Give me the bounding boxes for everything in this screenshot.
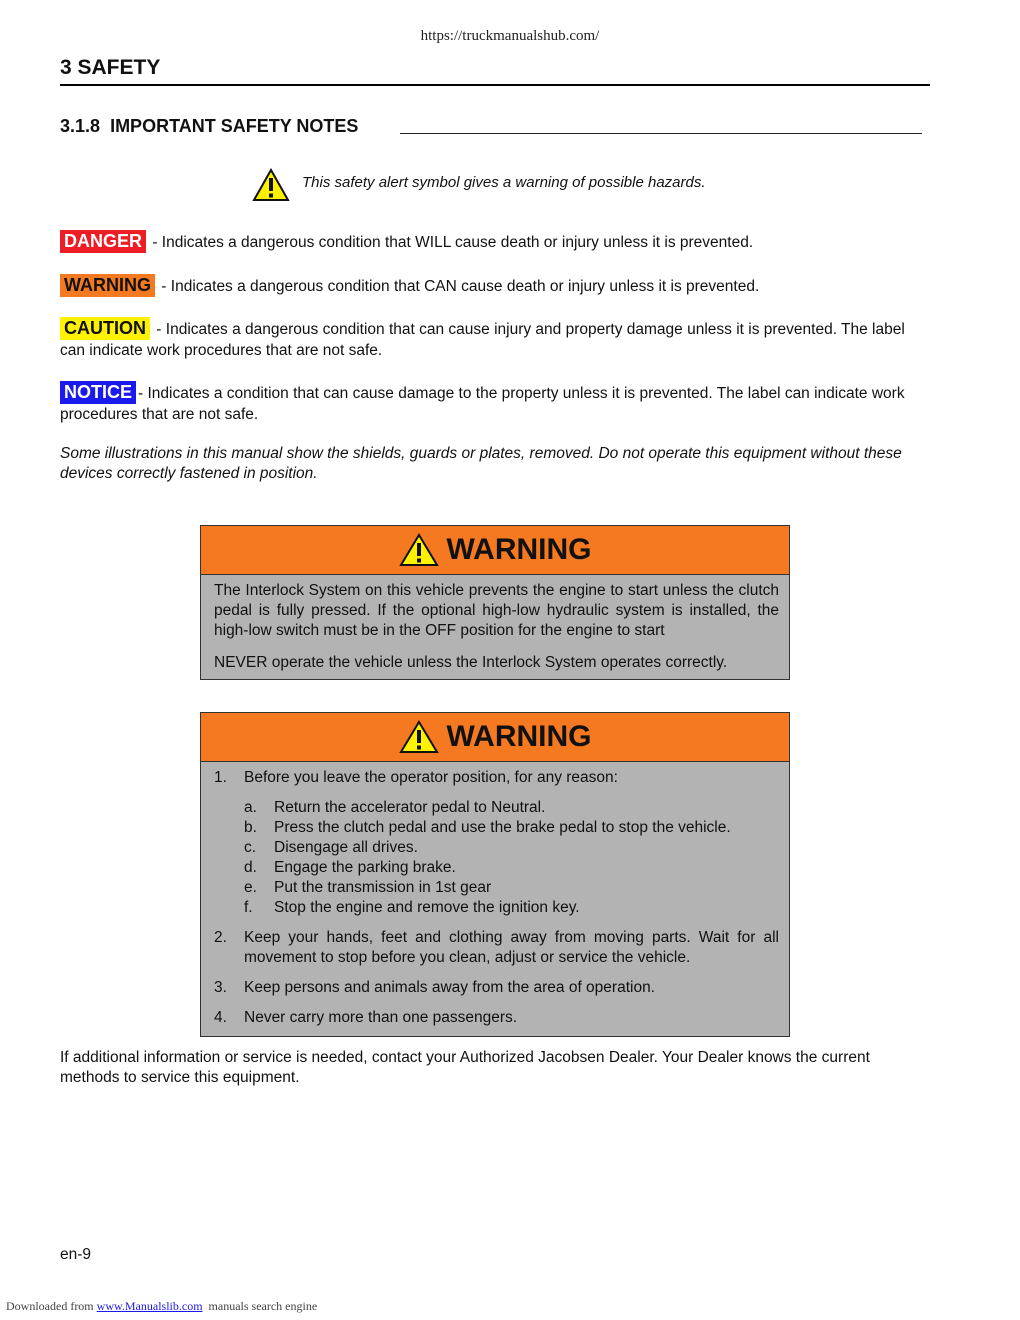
list-item: d. Engage the parking brake.: [244, 859, 456, 876]
warning-box-body: [201, 762, 789, 1036]
caution-text: - Indicates a dangerous condition that can cause injury and property damage unless it is prevented. The label can indicate work procedures that are not safe.: [60, 321, 905, 359]
warning-box-header: [201, 526, 789, 575]
source-url: https://truckmanualshub.com/: [420, 28, 600, 44]
warning-text: - Indicates a dangerous condition that CAN cause death or injury unless it is prevented.: [157, 278, 760, 295]
warning-triangle-icon: [399, 533, 439, 567]
warning-box-body: [201, 575, 789, 679]
warning-box-title: WARNING: [446, 720, 592, 753]
list-item: f. Stop the engine and remove the ignition key.: [244, 899, 580, 916]
notice-definition: [60, 381, 932, 425]
list-item: b. Press the clutch pedal and use the brake pedal to stop the vehicle.: [244, 819, 731, 836]
warning-box-operator: [200, 712, 790, 1037]
caution-definition: [60, 317, 932, 361]
sub-steps-list: [244, 798, 779, 918]
warning-triangle-icon: [399, 720, 439, 754]
danger-text: - Indicates a dangerous condition that WILL cause death or injury unless it is prevented.: [148, 234, 754, 251]
section-heading: [60, 116, 358, 137]
safety-steps-list: [214, 768, 779, 1028]
section-rule: [400, 133, 922, 134]
illustration-note: Some illustrations in this manual show the shields, guards or plates, removed. Do not operate this equipment without these devices correctly fastened in position.: [60, 445, 902, 482]
interlock-never-paragraph: NEVER operate the vehicle unless the Interlock System operates correctly.: [214, 654, 728, 671]
notice-text: - Indicates a condition that can cause damage to the property unless it is prevented. The label can indicate work procedures that are not safe.: [60, 385, 905, 423]
caution-label: CAUTION: [60, 317, 150, 340]
warning-definition: [60, 274, 932, 297]
notice-label: NOTICE: [60, 381, 136, 404]
danger-definition: [60, 230, 932, 253]
section-title: IMPORTANT SAFETY NOTES: [110, 116, 359, 136]
interlock-paragraph: The Interlock System on this vehicle prevents the engine to start unless the clutch pedal is fully pressed. If the optional high-low hydraulic system is installed, the high-low switch must be in the OFF position for the engine to start: [214, 582, 779, 639]
chapter-title: 3 SAFETY: [60, 56, 930, 86]
list-item: 1. Before you leave the operator position, for any reason: a. Return the accelerator pedal to Neutral. b. Press the clutch pedal and use the brake pedal to stop the vehicle. c. Disengage all drives. d. Engage the parking brake. e. Put the transmission in 1st gear f. Stop the engine and remove the ignition key.: [214, 768, 779, 918]
closing-paragraph: If additional information or service is needed, contact your Authorized Jacobsen Dealer. Your Dealer knows the current methods to service this equipment.: [60, 1049, 870, 1086]
page-number: en-9: [60, 1246, 92, 1263]
list-item: 4. Never carry more than one passengers.: [214, 1009, 518, 1026]
warning-label: WARNING: [60, 274, 155, 297]
manualslib-link[interactable]: www.Manualslib.com: [96, 1299, 203, 1313]
list-item: e. Put the transmission in 1st gear: [244, 879, 492, 896]
warning-triangle-icon: [252, 168, 290, 202]
warning-box-interlock: [200, 525, 790, 680]
danger-label: DANGER: [60, 230, 146, 253]
alert-text: This safety alert symbol gives a warning of possible hazards.: [302, 174, 706, 191]
warning-box-title: WARNING: [446, 533, 592, 566]
list-item: c. Disengage all drives.: [244, 839, 418, 856]
list-item: 2. Keep your hands, feet and clothing away from moving parts. Wait for all movement to stop before you clean, adjust or service the vehicle.: [214, 929, 779, 966]
list-item: a. Return the accelerator pedal to Neutral.: [244, 799, 546, 816]
download-credit: Downloaded from www.Manualslib.com manuals search engine: [6, 1299, 318, 1313]
warning-box-header: [201, 713, 789, 762]
section-number: 3.1.8: [60, 116, 101, 136]
list-item: 3. Keep persons and animals away from the area of operation.: [214, 979, 655, 996]
